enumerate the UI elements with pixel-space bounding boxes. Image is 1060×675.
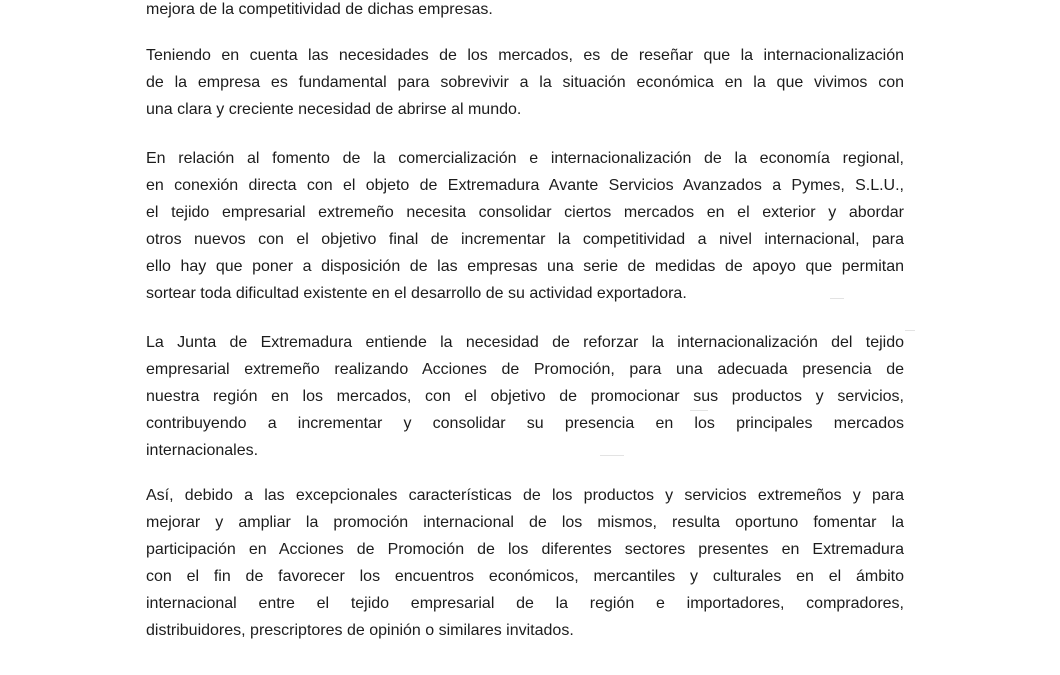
paragraph-5 [146,482,904,644]
text-line: internacionales. [146,442,259,459]
scan-speck [690,410,708,411]
text-line: sortear toda dificultad existente en el desarrollo de su actividad exportadora. [146,285,687,302]
text-line: La Junta de Extremadura entiende la necesidad de reforzar la internacionalización del tejido [146,334,904,351]
text-line: mejorar y ampliar la promoción internacional de los mismos, resulta oportuno fomentar la [146,514,904,531]
paragraph-3 [146,145,904,307]
text-line: el tejido empresarial extremeño necesita consolidar ciertos mercados en el exterior y abordar [146,204,904,221]
text-line: nuestra región en los mercados, con el objetivo de promocionar sus productos y servicios, [146,388,904,405]
text-line: distribuidores, prescriptores de opinión o similares invitados. [146,622,574,639]
text-line: participación en Acciones de Promoción de los diferentes sectores presentes en Extremadura [146,541,904,558]
text-line: Teniendo en cuenta las necesidades de los mercados, es de reseñar que la internacionalización [146,47,904,64]
scan-speck [830,298,844,299]
paragraph-2 [146,42,904,123]
text-line: internacional entre el tejido empresarial de la región e importadores, compradores, [146,595,904,612]
text-line: mejora de la competitividad de dichas empresas. [146,1,493,18]
text-line: ello hay que poner a disposición de las empresas una serie de medidas de apoyo que permitan [146,258,904,275]
text-line: una clara y creciente necesidad de abrirse al mundo. [146,101,522,118]
text-line: de la empresa es fundamental para sobrevivir a la situación económica en la que vivimos con [146,74,904,91]
text-line: contribuyendo a incrementar y consolidar su presencia en los principales mercados [146,415,904,432]
scan-speck [600,455,624,456]
text-line: Así, debido a las excepcionales características de los productos y servicios extremeños y para [146,487,904,504]
text-line: En relación al fomento de la comercialización e internacionalización de la economía regional, [146,150,904,167]
text-line: con el fin de favorecer los encuentros económicos, mercantiles y culturales en el ámbito [146,568,904,585]
paragraph-1 [146,0,904,23]
text-line: empresarial extremeño realizando Acciones de Promoción, para una adecuada presencia de [146,361,904,378]
text-line: otros nuevos con el objetivo final de incrementar la competitividad a nivel internacional, para [146,231,904,248]
paragraph-4 [146,329,904,464]
text-line: en conexión directa con el objeto de Extremadura Avante Servicios Avanzados a Pymes, S.L.U., [146,177,904,194]
scan-speck [905,330,915,331]
